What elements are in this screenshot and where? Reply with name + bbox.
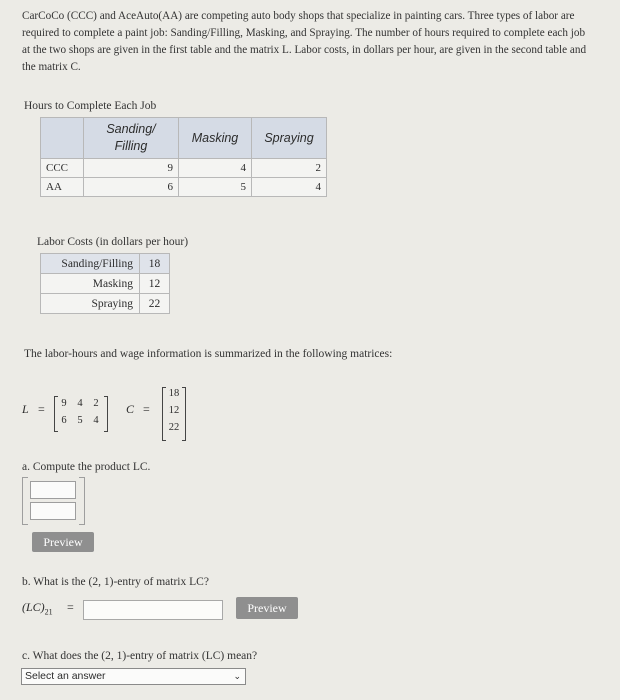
- cell-aa-spraying: 4: [252, 178, 327, 197]
- labor-value-spraying: 22: [140, 294, 170, 314]
- matrix-c-cell: 18: [168, 388, 180, 399]
- part-a-preview-button[interactable]: Preview: [32, 532, 94, 552]
- labor-value-masking: 12: [140, 274, 170, 294]
- part-c-select-value: Select an answer: [25, 670, 106, 682]
- hours-header-spraying: Spraying: [252, 118, 327, 159]
- labor-label-sanding: Sanding/Filling: [41, 254, 140, 274]
- hours-table-corner: [41, 118, 84, 159]
- matrix-c-cell: 12: [168, 405, 180, 416]
- matrix-l-cell: 6: [61, 415, 67, 426]
- lc-entry-1-input[interactable]: [30, 481, 76, 499]
- row-label-aa: AA: [41, 178, 84, 197]
- matrix-l-cell: 9: [61, 398, 67, 409]
- hours-table: [40, 117, 327, 197]
- matrix-l-cell: 4: [77, 398, 83, 409]
- part-c-answer-select[interactable]: [21, 668, 246, 685]
- hours-header-sanding: Sanding/ Filling: [84, 118, 179, 159]
- labor-cost-table: [40, 253, 170, 314]
- matrix-l-right-bracket: [104, 396, 108, 432]
- row-label-ccc: CCC: [41, 159, 84, 178]
- matrix-l-cell: 2: [93, 398, 99, 409]
- matrix-c-right-bracket: [182, 387, 186, 441]
- matrix-l-symbol: L: [22, 402, 29, 416]
- part-c-question: c. What does the (2, 1)-entry of matrix (LC) mean?: [22, 650, 258, 662]
- hours-header-masking: Masking: [179, 118, 252, 159]
- part-a-question: a. Compute the product LC.: [22, 461, 151, 473]
- problem-intro: CarCoCo (CCC) and AceAuto(AA) are competing auto body shops that specialize in painting cars. Three types of labor are required to complete a paint job: Sanding/Filling, Masking, and Spraying. The number of hours required to complete each job at the two shops are given in the first table and the matrix L. Labor costs, in dollars per hour, are given in the second table and the matrix C.: [22, 10, 587, 73]
- matrix-c-equals: =: [143, 402, 150, 416]
- table-row: [41, 254, 170, 274]
- part-b-entry-symbol: (LC): [22, 600, 45, 614]
- lc-entry-2-input[interactable]: [30, 502, 76, 520]
- part-b-answer-input[interactable]: [83, 600, 223, 620]
- labor-label-spraying: Spraying: [41, 294, 140, 314]
- summary-text: The labor-hours and wage information is summarized in the following matrices:: [24, 348, 393, 360]
- cell-ccc-sanding: 9: [84, 159, 179, 178]
- labor-table-caption: Labor Costs (in dollars per hour): [37, 236, 189, 248]
- labor-value-sanding: 18: [140, 254, 170, 274]
- table-row: [41, 274, 170, 294]
- table-row: [41, 178, 327, 197]
- part-b-equals: =: [67, 600, 74, 614]
- part-b-question: b. What is the (2, 1)-entry of matrix LC?: [22, 576, 209, 588]
- matrix-c-cell: 22: [168, 422, 180, 433]
- chevron-down-icon: ⌄: [233, 671, 241, 681]
- matrix-c-symbol: C: [126, 402, 135, 416]
- answer-matrix-left-bracket: [22, 477, 28, 525]
- matrix-l-cell: 5: [77, 415, 83, 426]
- cell-ccc-masking: 4: [179, 159, 252, 178]
- part-b-entry-subscript: 21: [44, 607, 53, 617]
- table-row: [41, 294, 170, 314]
- part-b-entry-label: [22, 600, 53, 616]
- cell-aa-masking: 5: [179, 178, 252, 197]
- table-row: [41, 159, 327, 178]
- cell-ccc-spraying: 2: [252, 159, 327, 178]
- matrix-l-equals: =: [38, 402, 45, 416]
- answer-matrix-right-bracket: [79, 477, 85, 525]
- cell-aa-sanding: 6: [84, 178, 179, 197]
- part-b-preview-button[interactable]: Preview: [236, 597, 298, 619]
- hours-table-caption: Hours to Complete Each Job: [24, 100, 157, 112]
- labor-label-masking: Masking: [41, 274, 140, 294]
- matrix-l-cell: 4: [93, 415, 99, 426]
